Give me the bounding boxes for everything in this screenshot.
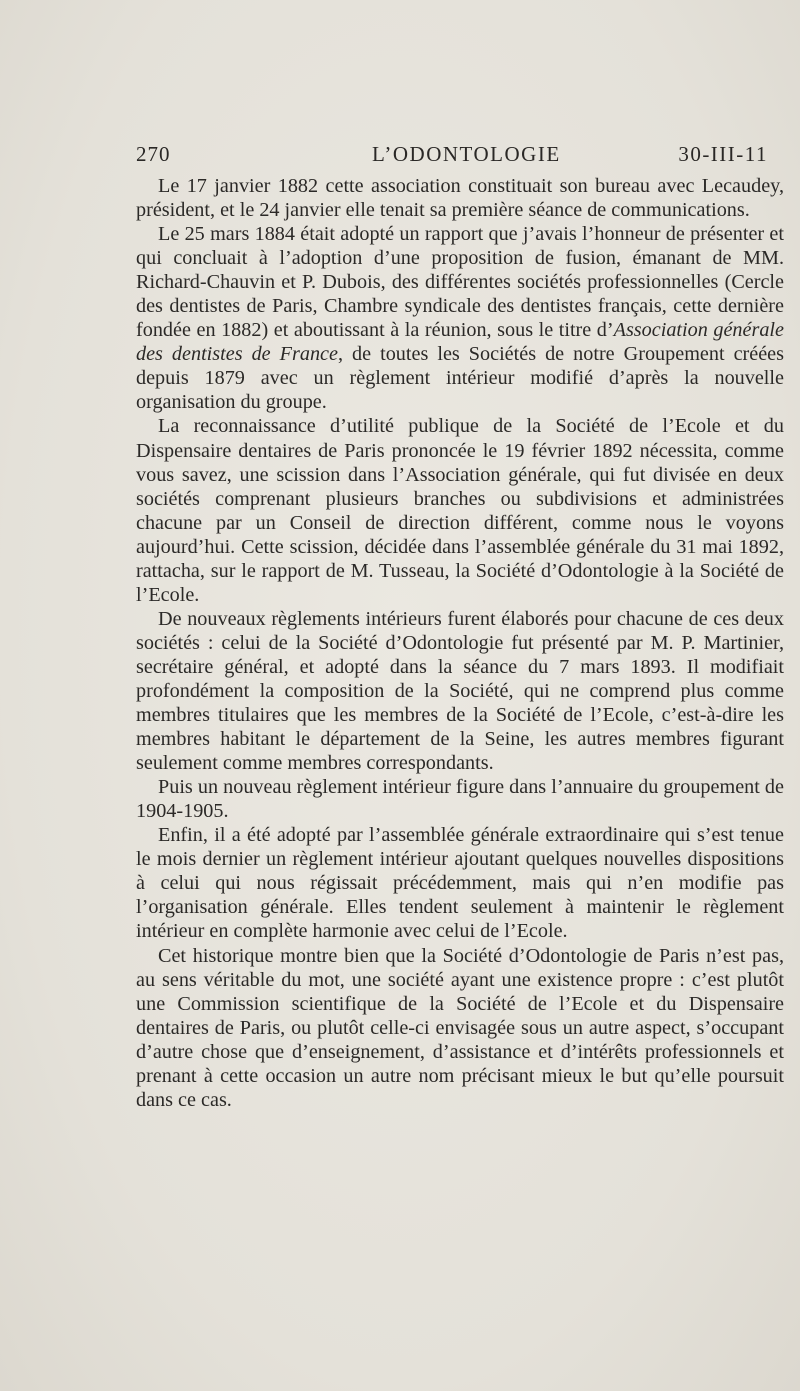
page-number: 270 [136,142,171,166]
paragraph: Le 25 mars 1884 était adopté un rapport que j’avais l’honneur de présenter et qui concluait à l’adoption d’une proposition de fusion, émanant de MM. Richard-Chauvin et P. Dubois, des différentes sociétés professionnelles (Cercle des dentistes de Paris, Chambre syndicale des dentistes français, cette dernière fondée en 1882) et aboutissant à la réunion, sous le titre d’Association générale des dentistes de France, de toutes les Sociétés de notre Groupement créées depuis 1879 avec un règlement intérieur modifié d’après la nouvelle organisation du groupe. [136,223,784,414]
paragraph: Cet historique montre bien que la Société d’Odontologie de Paris n’est pas, au sens véritable du mot, une société ayant une existence propre : c’est plutôt une Commission scientifique de la Société de l’Ecole et du Dispensaire dentaires de Paris, ou plutôt celle-ci envisagée sous un autre aspect, s’occupant d’autre chose que d’enseignement, d’assistance et d’intérêts professionnels et prenant à cette occasion un autre nom précisant mieux le but qu’elle poursuit dans ce cas. [136,944,784,1111]
italic-title: Association générale des dentistes de France [136,319,784,366]
paragraph: Le 17 janvier 1882 cette association constituait son bureau avec Lecaudey, président, et le 24 janvier elle tenait sa première séance de communications. [136,175,784,222]
paragraph: Puis un nouveau règlement intérieur figure dans l’annuaire du groupement de 1904-1905. [136,776,784,823]
paragraph: La reconnaissance d’utilité publique de la Société de l’Ecole et du Dispensaire dentaires de Paris prononcée le 19 février 1892 nécessita, comme vous savez, une scission dans l’Association générale, qui fut divisée en deux sociétés comprenant plusieurs branches ou subdivisions et administrées chacune par un Conseil de direction différent, comme nous le voyons aujourd’hui. Cette scission, décidée dans l’assemblée générale du 31 mai 1892, rattacha, sur le rapport de M. Tusseau, la Société d’Odontologie à la Société de l’Ecole. [136,415,784,606]
page-header [136,142,768,168]
issue-date: 30-III-11 [678,142,768,166]
running-title: L’ODONTOLOGIE [372,142,561,166]
paragraph: De nouveaux règlements intérieurs furent élaborés pour chacune de ces deux sociétés : celui de la Société d’Odontologie fut présenté par M. P. Martinier, secrétaire général, et adopté dans la séance du 7 mars 1893. Il modifiait profondément la composition de la Société, qui ne comprend plus comme membres titulaires que les membres de la Société de l’Ecole, c’est-à-dire les membres habitant le département de la Seine, les autres membres figurant seulement comme membres correspondants. [136,607,784,775]
paragraph: Enfin, il a été adopté par l’assemblée générale extraordinaire qui s’est tenue le mois dernier un règlement intérieur ajoutant quelques nouvelles dispositions à celui qui nous régissait précédemment, mais qui n’en modifie pas l’organisation générale. Elles tendent seulement à maintenir le règlement intérieur en complète harmonie avec celui de l’Ecole. [136,824,784,943]
body-text [136,174,784,1112]
